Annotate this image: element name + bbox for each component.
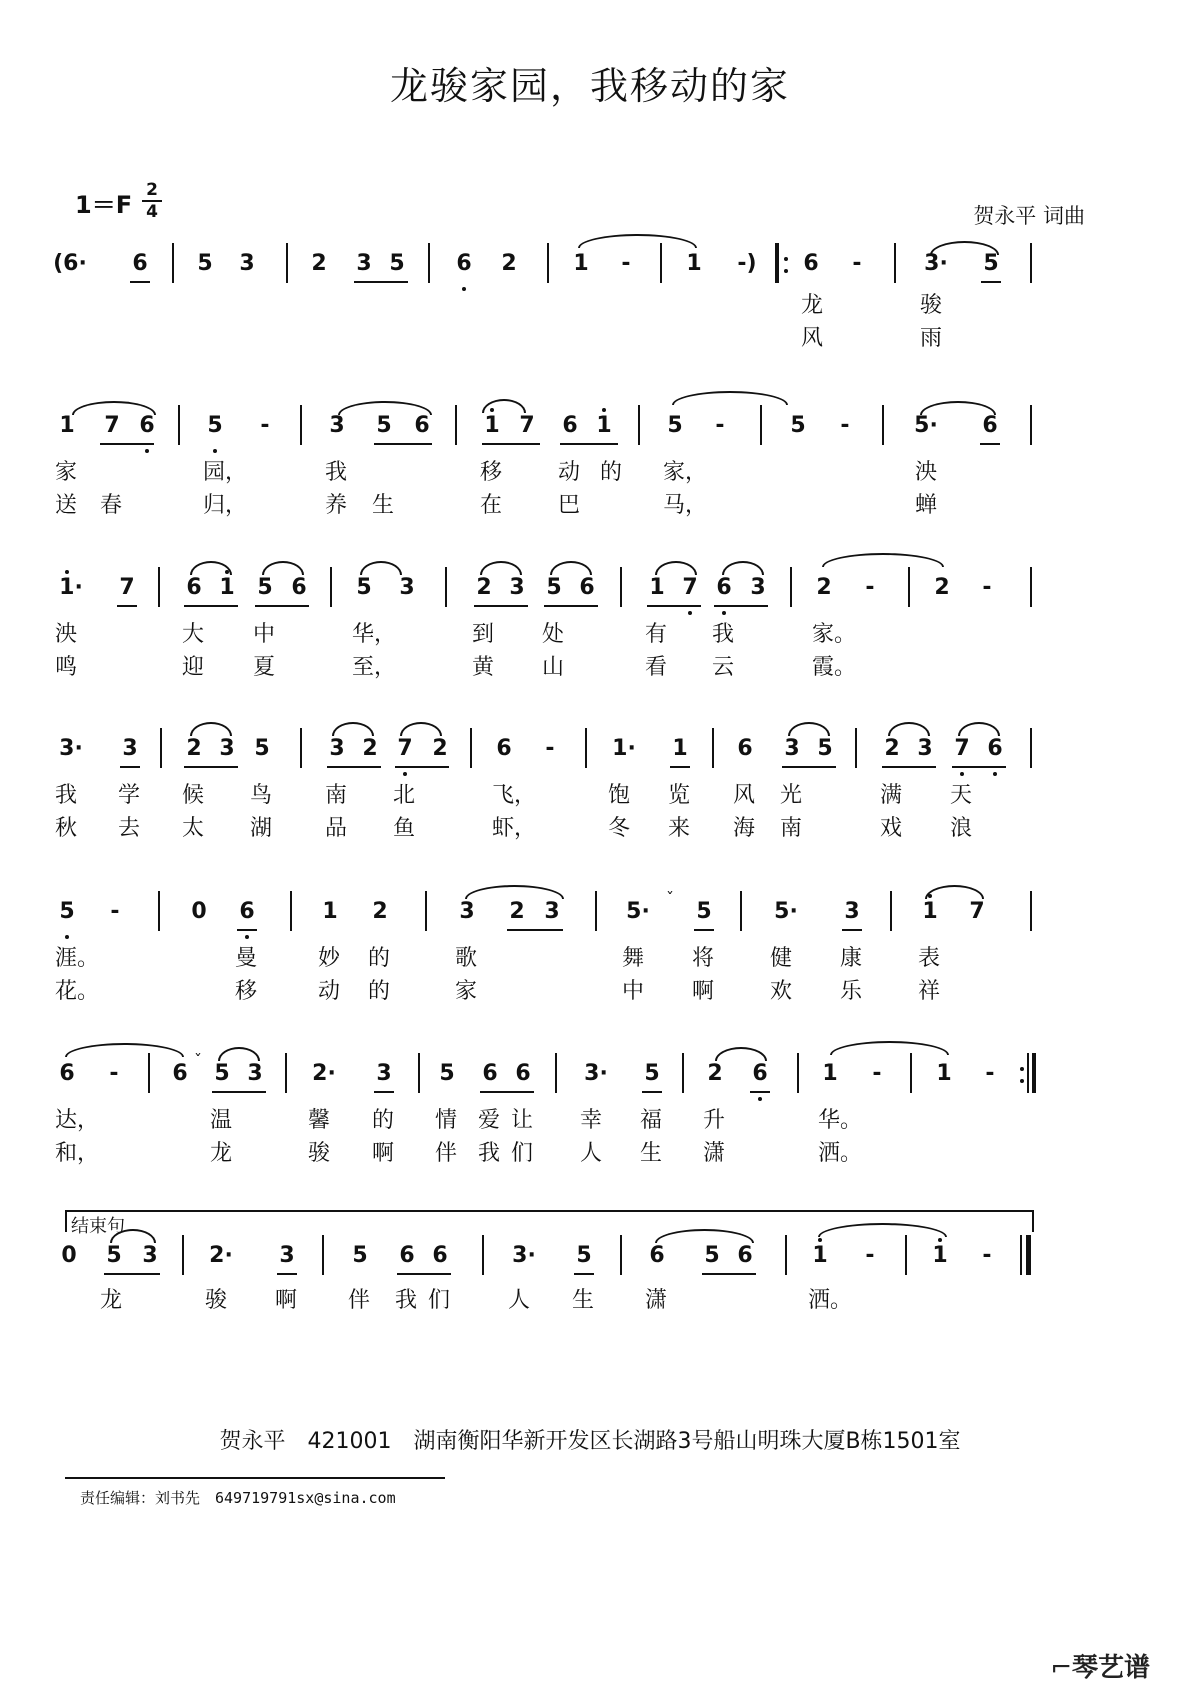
note: (6·: [53, 251, 87, 276]
note: 2: [884, 736, 900, 761]
note: 6: [803, 251, 819, 276]
note: 6: [414, 413, 430, 438]
note: 5: [696, 899, 712, 924]
note: 3: [279, 1243, 295, 1268]
note: 3·: [512, 1243, 536, 1268]
note: 5: [352, 1243, 368, 1268]
note: -: [545, 736, 555, 761]
notation-row: [0, 567, 1180, 607]
note: 3: [917, 736, 933, 761]
note: 6: [172, 1061, 188, 1086]
note: 5: [356, 575, 372, 600]
note: 1: [822, 1061, 838, 1086]
note: -: [982, 575, 992, 600]
note: 6: [752, 1061, 768, 1086]
note: 3·: [59, 736, 83, 761]
note: 5: [644, 1061, 660, 1086]
note: 3: [844, 899, 860, 924]
divider: [65, 1477, 445, 1479]
note: 6: [716, 575, 732, 600]
note: 6: [737, 736, 753, 761]
note: 3: [329, 736, 345, 761]
note: 5: [983, 251, 999, 276]
notation-row: [0, 243, 1180, 283]
note: 5: [197, 251, 213, 276]
note: 5: [257, 575, 273, 600]
note: 3: [544, 899, 560, 924]
note: 1: [649, 575, 665, 600]
ending-label: 结束句: [71, 1216, 125, 1237]
time-signature: 2 4: [142, 180, 162, 222]
note: 5: [376, 413, 392, 438]
note: 5: [254, 736, 270, 761]
note: 7: [104, 413, 120, 438]
note: 5·: [774, 899, 798, 924]
note: 7: [519, 413, 535, 438]
key-signature: 1＝F: [75, 191, 133, 219]
note: 1: [484, 413, 500, 438]
note: -: [715, 413, 725, 438]
song-title: 龙骏家园，我移动的家: [389, 64, 790, 108]
note: -: [109, 1061, 119, 1086]
note: -: [110, 899, 120, 924]
note: -: [872, 1061, 882, 1086]
notation-row: 6 - 6 ˇ 5 3 2· 3 5 6 6 3· 5 2 6 1 - 1 -: [0, 1053, 1180, 1093]
note: 3: [459, 899, 475, 924]
note: -: [982, 1243, 992, 1268]
note: 6: [515, 1061, 531, 1086]
note: 2: [372, 899, 388, 924]
note: 6: [399, 1243, 415, 1268]
note: 1: [573, 251, 589, 276]
note: 6: [291, 575, 307, 600]
note: 1: [936, 1061, 952, 1086]
note: 3: [239, 251, 255, 276]
note: -: [260, 413, 270, 438]
note: 7: [682, 575, 698, 600]
note: 5·: [626, 899, 650, 924]
note: 2: [476, 575, 492, 600]
note: 2: [816, 575, 832, 600]
note: -: [840, 413, 850, 438]
note: 6: [987, 736, 1003, 761]
note: 5: [214, 1061, 230, 1086]
note: 3: [247, 1061, 263, 1086]
note: 6: [649, 1243, 665, 1268]
note: -): [737, 251, 757, 276]
note: 3: [356, 251, 372, 276]
note: 6: [482, 1061, 498, 1086]
note: 1: [922, 899, 938, 924]
note: 5: [667, 413, 683, 438]
note: 1: [812, 1243, 828, 1268]
note: 2: [362, 736, 378, 761]
note: 5: [439, 1061, 455, 1086]
note: 3: [329, 413, 345, 438]
note: 5: [817, 736, 833, 761]
note: 3: [122, 736, 138, 761]
note: 5·: [914, 413, 938, 438]
note: 7: [954, 736, 970, 761]
note: -: [865, 1243, 875, 1268]
note: 6: [132, 251, 148, 276]
note: 3·: [584, 1061, 608, 1086]
note: 2: [509, 899, 525, 924]
note: 1: [322, 899, 338, 924]
note: 5: [207, 413, 223, 438]
note: 2: [432, 736, 448, 761]
note: 3: [219, 736, 235, 761]
note: 6: [59, 1061, 75, 1086]
note: 6: [579, 575, 595, 600]
note: 2: [707, 1061, 723, 1086]
note: 5: [576, 1243, 592, 1268]
note: -: [621, 251, 631, 276]
note: -: [865, 575, 875, 600]
note: 3: [399, 575, 415, 600]
note: 6: [186, 575, 202, 600]
note: 3: [750, 575, 766, 600]
note: 6: [239, 899, 255, 924]
editor-credit: 责任编辑：刘书先 649719791sx@sina.com: [80, 1489, 396, 1507]
note: 5: [546, 575, 562, 600]
note: 6: [432, 1243, 448, 1268]
note: 2: [501, 251, 517, 276]
note: 1: [932, 1243, 948, 1268]
note: 2: [934, 575, 950, 600]
note: 3: [142, 1243, 158, 1268]
note: 7: [397, 736, 413, 761]
note: 3·: [924, 251, 948, 276]
note: 1: [672, 736, 688, 761]
note: -: [985, 1061, 995, 1086]
note: 3: [784, 736, 800, 761]
note: 1·: [59, 575, 83, 600]
notation-row: [0, 728, 1180, 768]
notation-row: [0, 405, 1180, 445]
credit: 贺永平 词曲: [973, 204, 1085, 228]
note: 5: [790, 413, 806, 438]
note: 2·: [209, 1243, 233, 1268]
note: 2·: [312, 1061, 336, 1086]
note: 5: [389, 251, 405, 276]
note: 6: [737, 1243, 753, 1268]
note: -: [852, 251, 862, 276]
notation-row: 5 - 0 6 1 2 3 2 3 5· ˇ 5 5· 3 1 7: [0, 891, 1180, 931]
note: 5: [704, 1243, 720, 1268]
note: 1·: [612, 736, 636, 761]
note: 6: [562, 413, 578, 438]
note: 5: [106, 1243, 122, 1268]
note: 3: [509, 575, 525, 600]
note: 1: [219, 575, 235, 600]
note: 0: [191, 899, 207, 924]
author-address: 贺永平 421001 湖南衡阳华新开发区长湖路3号船山明珠大厦B栋1501室: [219, 1429, 961, 1454]
note: 1: [59, 413, 75, 438]
notation-row: [0, 1235, 1180, 1275]
logo-icon: ⌐: [1050, 1653, 1072, 1683]
note: 2: [311, 251, 327, 276]
note: 1: [596, 413, 612, 438]
note: 6: [982, 413, 998, 438]
note: 1: [686, 251, 702, 276]
note: 3: [376, 1061, 392, 1086]
note: 6: [496, 736, 512, 761]
note: 6: [139, 413, 155, 438]
note: 0: [61, 1243, 77, 1268]
watermark-logo: ⌐琴艺谱: [1050, 1653, 1150, 1683]
note: 6: [456, 251, 472, 276]
note: 7: [969, 899, 985, 924]
note: 5: [59, 899, 75, 924]
note: 2: [186, 736, 202, 761]
note: 7: [119, 575, 135, 600]
